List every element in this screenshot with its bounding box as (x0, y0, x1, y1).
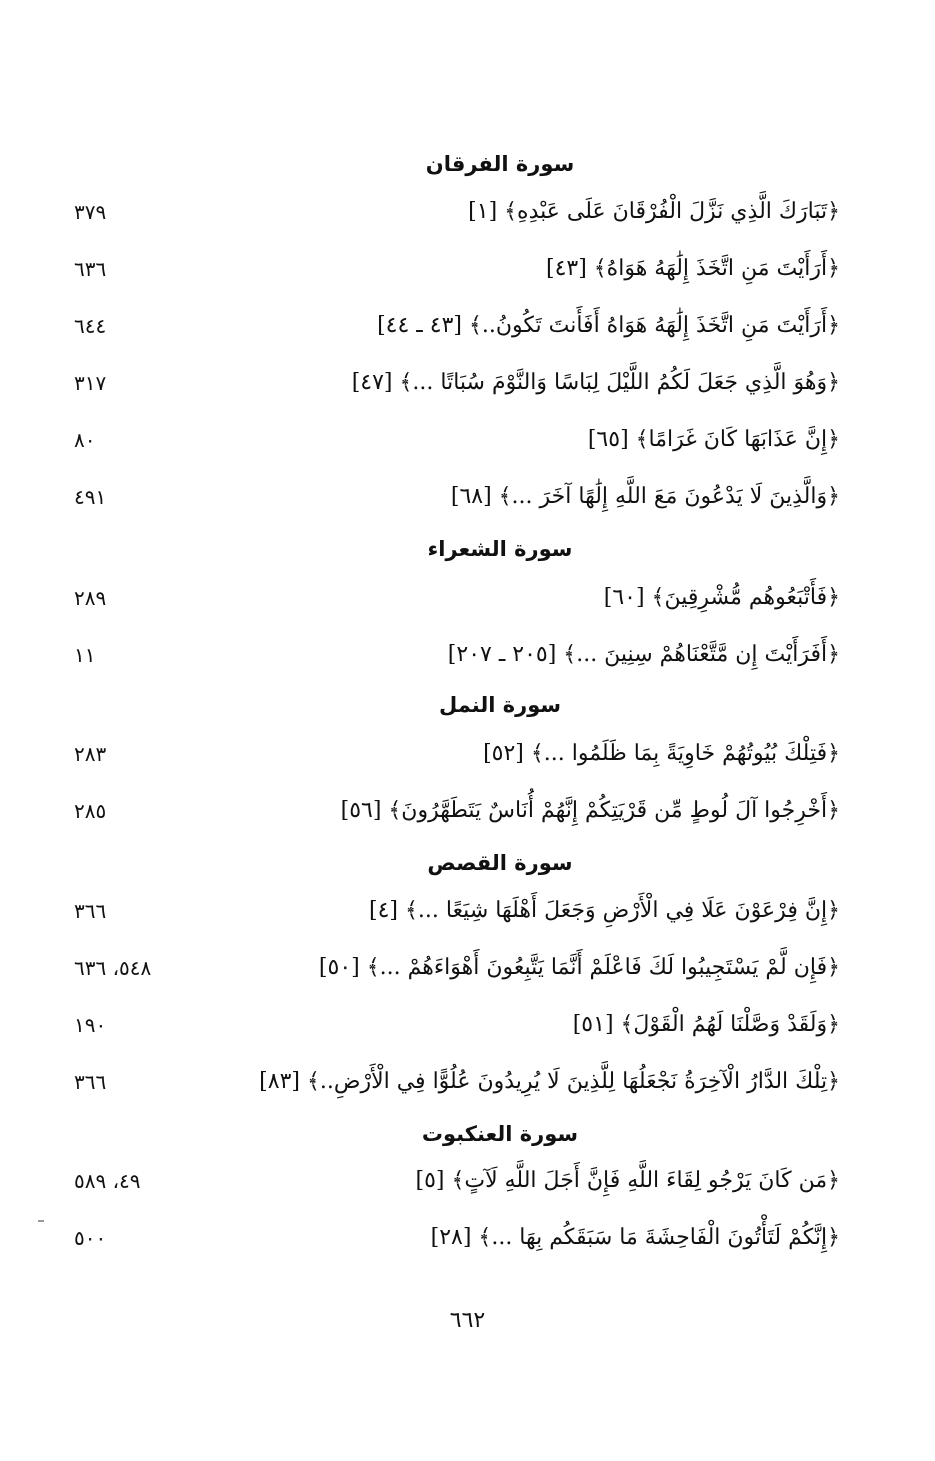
index-row (0, 948, 935, 988)
index-row (0, 1218, 935, 1258)
verse-text: ﴿وَهُوَ الَّذِي جَعَلَ لَكُمُ اللَّيْلَ لِبَاسًا وَالنَّوْمَ سُبَاتًا ...﴾ [٤٧] (351, 370, 840, 395)
index-row (0, 363, 935, 403)
surah-heading: سورة النمل (438, 693, 562, 717)
index-row (0, 477, 935, 517)
surah-heading: سورة العنكبوت (421, 1122, 579, 1146)
index-row (0, 420, 935, 460)
index-row (0, 192, 935, 232)
page-reference: ٥٠٠ (74, 1226, 107, 1250)
page-number: ٦٦٢ (449, 1308, 486, 1333)
verse-text: ﴿فَإِن لَّمْ يَسْتَجِيبُوا لَكَ فَاعْلَمْ أَنَّمَا يَتَّبِعُونَ أَهْوَاءَهُمْ ...﴾ [٥٠] (318, 955, 840, 980)
page-reference: ٣١٧ (74, 371, 107, 395)
index-row (0, 249, 935, 289)
index-row (0, 578, 935, 618)
verse-text: ﴿أَخْرِجُوا آلَ لُوطٍ مِّن قَرْيَتِكُمْ إِنَّهُمْ أُنَاسٌ يَتَطَهَّرُونَ﴾ [٥٦] (340, 798, 840, 823)
page-reference: ٤٩١ (74, 485, 107, 509)
page-reference: ٥٤٨، ٦٣٦ (74, 956, 152, 980)
verse-text: ﴿وَالَّذِينَ لَا يَدْعُونَ مَعَ اللَّهِ إِلَٰهًا آخَرَ ...﴾ [٦٨] (450, 484, 840, 509)
page-reference: ١١ (74, 643, 96, 667)
page-reference: ٢٨٥ (74, 799, 107, 823)
verse-text: ﴿فَأَتْبَعُوهُم مُّشْرِقِينَ﴾ [٦٠] (603, 585, 840, 610)
surah-heading: سورة القصص (427, 851, 573, 875)
verse-text: ﴿وَلَقَدْ وَصَّلْنَا لَهُمُ الْقَوْلَ﴾ [٥١] (572, 1012, 840, 1037)
page-reference: ٦٤٤ (74, 314, 107, 338)
margin-mark (38, 1220, 44, 1222)
index-row (0, 734, 935, 774)
surah-heading: سورة الشعراء (427, 537, 573, 561)
verse-text: ﴿مَن كَانَ يَرْجُو لِقَاءَ اللَّهِ فَإِنَّ أَجَلَ اللَّهِ لَآتٍ﴾ [٥] (415, 1168, 840, 1193)
index-row (0, 1005, 935, 1045)
page-reference: ٤٩، ٥٨٩ (74, 1169, 141, 1193)
page-reference: ٢٨٩ (74, 586, 107, 610)
page-reference: ٣٧٩ (74, 200, 107, 224)
index-row (0, 791, 935, 831)
verse-text: ﴿إِنَّ فِرْعَوْنَ عَلَا فِي الْأَرْضِ وَجَعَلَ أَهْلَهَا شِيَعًا ...﴾ [٤] (369, 898, 840, 923)
page-reference: ٣٦٦ (74, 899, 107, 923)
page-reference: ٣٦٦ (74, 1070, 107, 1094)
page-reference: ٢٨٣ (74, 742, 107, 766)
page-reference: ٦٣٦ (74, 257, 107, 281)
page-reference: ٨٠ (74, 428, 96, 452)
index-row (0, 1062, 935, 1102)
verse-text: ﴿تَبَارَكَ الَّذِي نَزَّلَ الْفُرْقَانَ عَلَى عَبْدِهِ﴾ [١] (468, 199, 840, 224)
verse-text: ﴿فَتِلْكَ بُيُوتُهُمْ خَاوِيَةً بِمَا ظَلَمُوا ...﴾ [٥٢] (483, 741, 840, 766)
index-row (0, 306, 935, 346)
surah-heading: سورة الفرقان (425, 152, 575, 176)
verse-text: ﴿أَفَرَأَيْتَ إِن مَّتَّعْنَاهُمْ سِنِينَ ...﴾ [٢٠٥ ـ ٢٠٧] (447, 642, 840, 667)
page-reference: ١٩٠ (74, 1013, 107, 1037)
index-row (0, 891, 935, 931)
verse-text: ﴿أَرَأَيْتَ مَنِ اتَّخَذَ إِلَٰهَهُ هَوَاهُ أَفَأَنتَ تَكُونُ..﴾ [٤٣ ـ ٤٤] (377, 313, 840, 338)
verse-text: ﴿تِلْكَ الدَّارُ الْآخِرَةُ نَجْعَلُهَا لِلَّذِينَ لَا يُرِيدُونَ عُلُوًّا فِي الْأَرْضِ..﴾ [٨٣] (259, 1069, 840, 1094)
index-row (0, 1161, 935, 1201)
verse-text: ﴿إِنَّ عَذَابَهَا كَانَ غَرَامًا﴾ [٦٥] (587, 427, 840, 452)
index-row (0, 635, 935, 675)
verse-text: ﴿إِنَّكُمْ لَتَأْتُونَ الْفَاحِشَةَ مَا سَبَقَكُم بِهَا ...﴾ [٢٨] (430, 1225, 840, 1250)
verse-text: ﴿أَرَأَيْتَ مَنِ اتَّخَذَ إِلَٰهَهُ هَوَاهُ﴾ [٤٣] (545, 256, 840, 281)
